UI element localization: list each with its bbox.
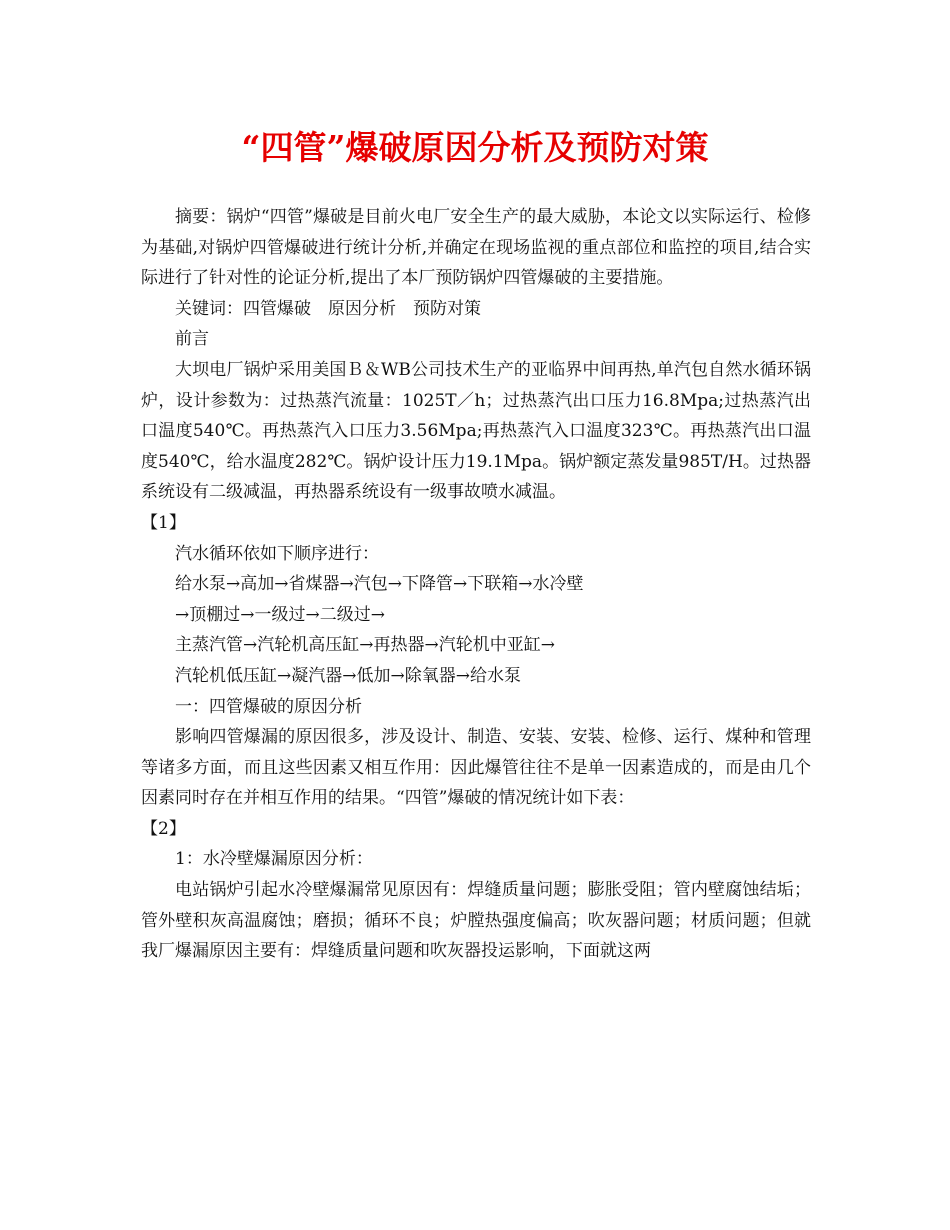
cycle-line: 给水泵→高加→省煤器→汽包→下降管→下联箱→水冷壁 — [175, 574, 584, 595]
cycle-line: →顶棚过→一级过→二级过→ — [175, 604, 385, 625]
reference-marker-1: 【1】 — [141, 512, 186, 533]
abstract-paragraph: 摘要：锅炉“四管”爆破是目前火电厂安全生产的最大威胁，本论文以实际运行、检修为基础,对锅炉四管爆破进行统计分析,并确定在现场监视的重点部位和监控的项目,结合实际进行了针对性的论证分析,提出了本厂预防锅炉四管爆破的主要措施。 — [141, 207, 811, 289]
cycle-line: 汽轮机低压缸→凝汽器→低加→除氧器→给水泵 — [175, 665, 521, 686]
section-paragraph: 影响四管爆漏的原因很多，涉及设计、制造、安装、安装、检修、运行、煤种和管理等诸多方面，而且这些因素又相互作用：因此爆管往往不是单一因素造成的，而是由几个因素同时存在并相互作用的结果。“四管”爆破的情况统计如下表： — [141, 727, 811, 809]
document-body — [141, 202, 811, 967]
reference-marker-2: 【2】 — [141, 818, 186, 839]
subsection-heading: 1：水冷壁爆漏原因分析： — [175, 849, 373, 870]
keywords-line: 关键词：四管爆破 原因分析 预防对策 — [175, 298, 481, 319]
section-heading: 一：四管爆破的原因分析 — [175, 696, 362, 717]
document-title: “四管”爆破原因分析及预防对策 — [241, 128, 709, 167]
cycle-intro: 汽水循环依如下顺序进行： — [175, 543, 379, 564]
cycle-line: 主蒸汽管→汽轮机高压缸→再热器→汽轮机中亚缸→ — [175, 635, 555, 656]
subsection-paragraph: 电站锅炉引起水冷壁爆漏常见原因有：焊缝质量问题；膨胀受阻；管内壁腐蚀结垢；管外壁积灰高温腐蚀；磨损；循环不良；炉膛热强度偏高；吹灰器问题；材质问题；但就我厂爆漏原因主要有：焊缝质量问题和吹灰器投运影响，下面就这两 — [141, 880, 811, 962]
foreword-paragraph: 大坝电厂锅炉采用美国Ｂ＆WB公司技术生产的亚临界中间再热,单汽包自然水循环锅炉，设计参数为：过热蒸汽流量：1025T／h；过热蒸汽出口压力16.8Mpa;过热蒸汽出口温度540℃。再热蒸汽入口压力3.56Mpa;再热蒸汽入口温度323℃。再热蒸汽出口温度540℃，给水温度282℃。锅炉设计压力19.1Mpa。锅炉额定蒸发量985T/H。过热器系统设有二级减温，再热器系统设有一级事故喷水减温。 — [141, 359, 811, 503]
foreword-heading: 前言 — [175, 329, 209, 350]
